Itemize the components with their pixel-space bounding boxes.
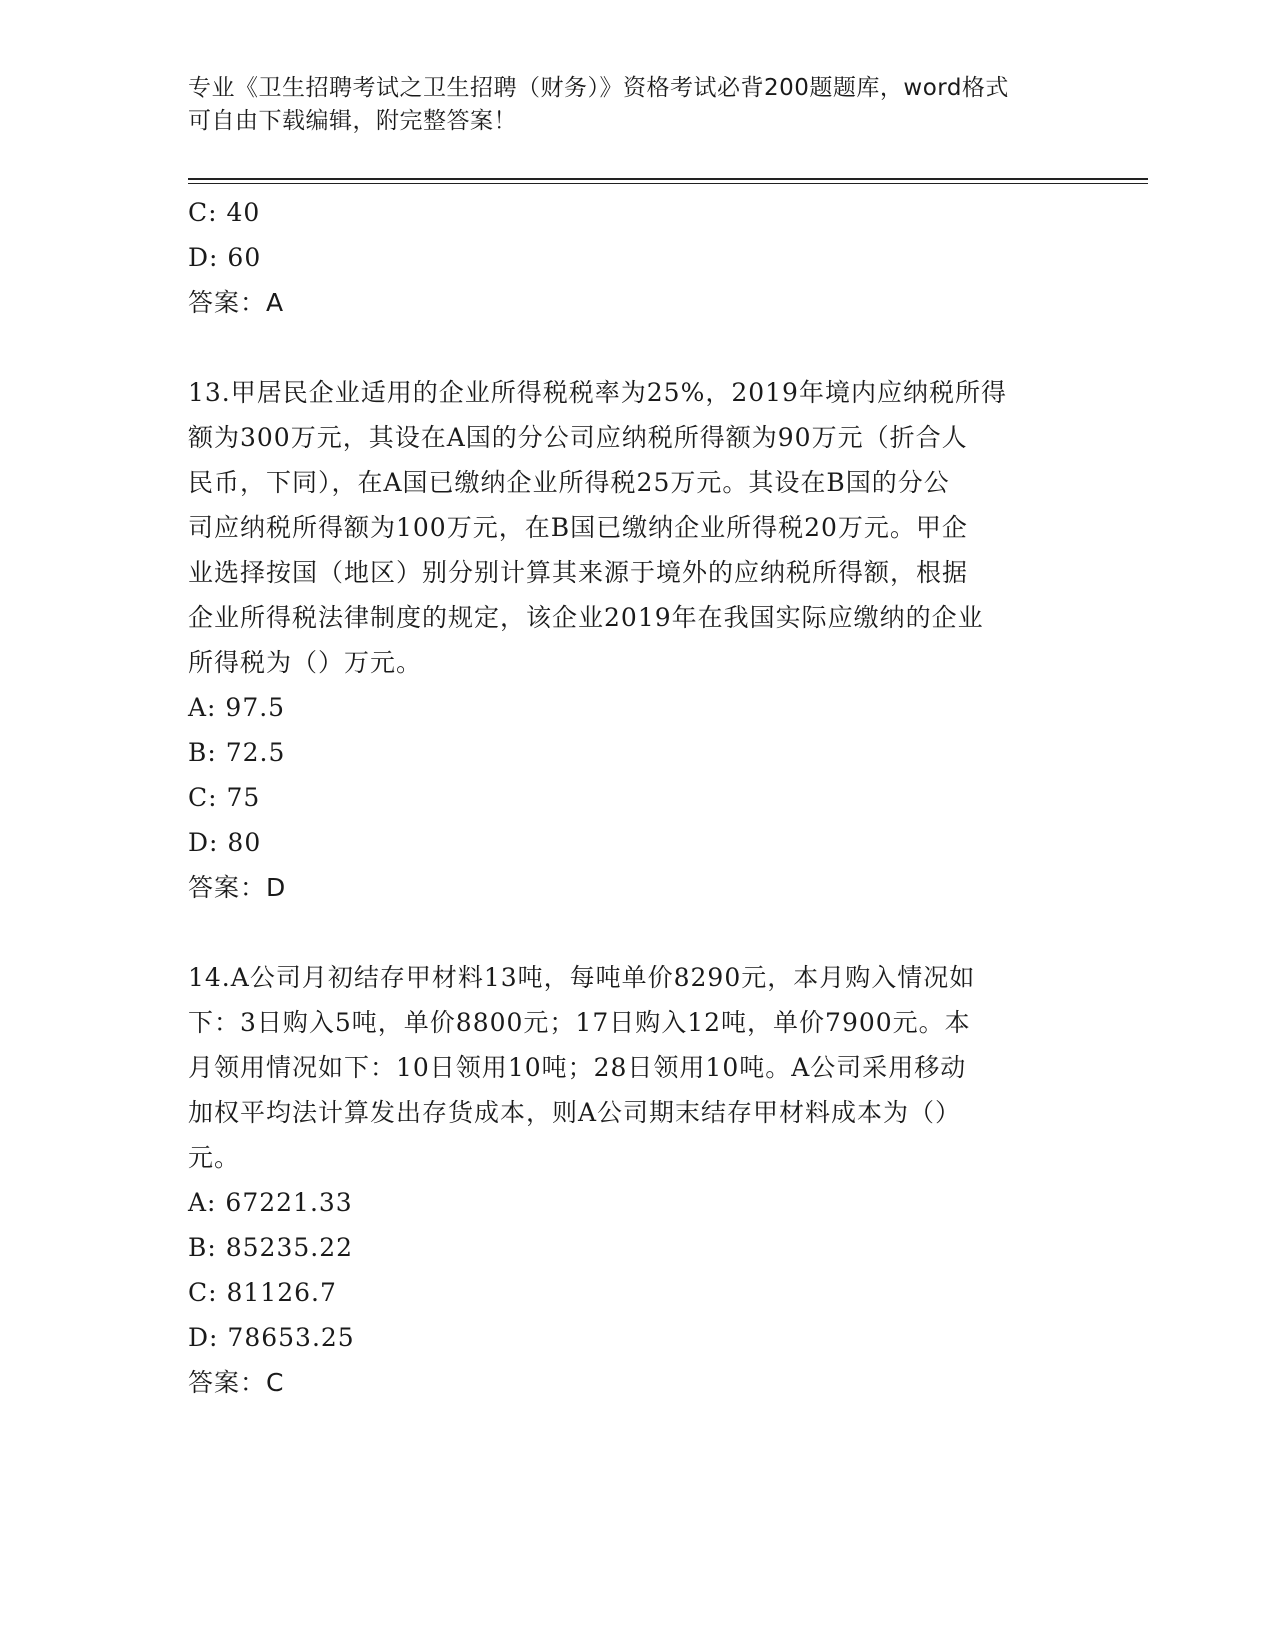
header-line-2: 可自由下载编辑，附完整答案！ — [188, 108, 517, 134]
q13-stem-line: 业选择按国（地区）别分别计算其来源于境外的应纳税所得额，根据 — [188, 558, 969, 587]
q14-option-b: B: 85235.22 — [188, 1233, 354, 1262]
header-line-1: 专业《卫生招聘考试之卫生招聘（财务）》资格考试必背200题题库，word格式 — [188, 75, 1009, 101]
q14-stem-line: 元。 — [188, 1143, 241, 1172]
prev-answer: 答案：A — [188, 288, 285, 317]
question-13 — [188, 370, 1068, 910]
q13-stem-line: 额为300万元，其设在A国的分公司应纳税所得额为90万元（折合人 — [188, 423, 968, 452]
q13-option-a: A: 97.5 — [188, 693, 286, 722]
q13-stem-line: 企业所得税法律制度的规定，该企业2019年在我国实际应缴纳的企业 — [188, 603, 984, 632]
q13-option-c: C: 75 — [188, 783, 261, 812]
q13-answer: 答案：D — [188, 873, 287, 902]
header-rule-thin — [188, 183, 1148, 184]
q14-answer: 答案：C — [188, 1368, 285, 1397]
prev-option-c: C: 40 — [188, 198, 261, 227]
q14-option-d: D: 78653.25 — [188, 1323, 355, 1352]
q14-option-a: A: 67221.33 — [188, 1188, 353, 1217]
question-14 — [188, 955, 1068, 1405]
spacer — [188, 325, 1068, 370]
q14-stem-line: 加权平均法计算发出存货成本，则A公司期末结存甲材料成本为（） — [188, 1098, 962, 1127]
q14-stem-line: 14.A公司月初结存甲材料13吨，每吨单价8290元，本月购入情况如 — [188, 963, 976, 992]
q13-stem-line: 13.甲居民企业适用的企业所得税税率为25%，2019年境内应纳税所得 — [188, 378, 1007, 407]
document-header — [188, 72, 1068, 138]
q13-option-d: D: 80 — [188, 828, 262, 857]
spacer — [188, 910, 1068, 955]
q14-stem-line: 下：3日购入5吨，单价8800元；17日购入12吨，单价7900元。本 — [188, 1008, 971, 1037]
header-rule-thick — [188, 178, 1148, 180]
q14-stem-line: 月领用情况如下：10日领用10吨；28日领用10吨。A公司采用移动 — [188, 1053, 967, 1082]
q14-option-c: C: 81126.7 — [188, 1278, 337, 1307]
q13-stem-line: 民币，下同），在A国已缴纳企业所得税25万元。其设在B国的分公 — [188, 468, 950, 497]
q13-option-b: B: 72.5 — [188, 738, 286, 767]
q13-stem-line: 所得税为（）万元。 — [188, 648, 423, 677]
q13-stem-line: 司应纳税所得额为100万元，在B国已缴纳企业所得税20万元。甲企 — [188, 513, 968, 542]
document-body — [188, 190, 1068, 1405]
prev-option-d: D: 60 — [188, 243, 262, 272]
